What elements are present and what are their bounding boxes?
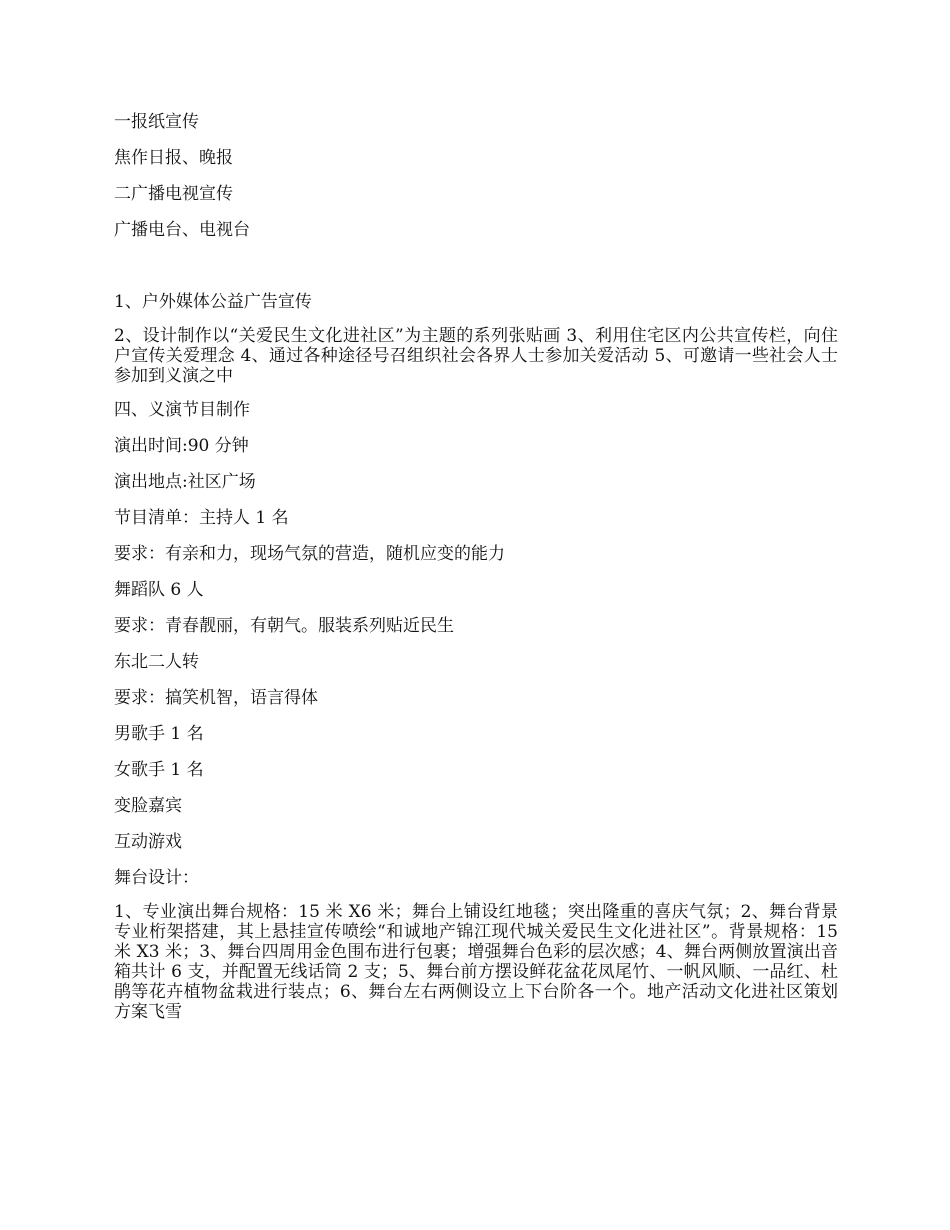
text-errenzhuan: 东北二人转 <box>114 652 199 672</box>
paragraph-stage-design: 1、专业演出舞台规格：15 米 X6 米；舞台上铺设红地毯；突出隆重的喜庆气氛；2、舞台背景专业桁架搭建，其上悬挂宣传喷绘“和诚地产锦江现代城关爱民生文化进社区”。背景规格：15 米 X3 米；3、舞台四周用金色围布进行包裹；增强舞台色彩的层次感；4、舞台两侧放置演出音箱共计 6 支，并配置无线话筒 2 支；5、舞台前方摆设鲜花盆花凤尾竹、一帆风顺、一品红、杜鹃等花卉植物盆栽进行装点；6、舞台左右两侧设立上下台阶各一个。地产活动文化进社区策划方案飞雪 <box>114 902 838 1022</box>
text-show-location: 演出地点:社区广场 <box>114 472 256 492</box>
document-page <box>114 110 838 1034</box>
paragraph-design: 2、设计制作以“关爱民生文化进社区”为主题的系列张贴画 3、利用住宅区内公共宣传栏，向住户宣传关爱理念 4、通过各种途径号召组织社会各界人士参加关爱活动 5、可邀请一些社会人士参加到义演之中 <box>114 326 838 386</box>
heading-newspaper: 一报纸宣传 <box>114 112 199 132</box>
text-host-requirement: 要求：有亲和力，现场气氛的营造，随机应变的能力 <box>114 544 505 564</box>
text-host: 节目清单：主持人 1 名 <box>114 508 289 528</box>
heading-broadcast: 二广播电视宣传 <box>114 184 233 204</box>
text-show-time: 演出时间:90 分钟 <box>114 436 249 456</box>
heading-stage-design: 舞台设计： <box>114 868 199 888</box>
text-errenzhuan-requirement: 要求：搞笑机智，语言得体 <box>114 688 318 708</box>
text-female-singer: 女歌手 1 名 <box>114 760 204 780</box>
text-interactive-game: 互动游戏 <box>114 832 182 852</box>
text-newspapers: 焦作日报、晚报 <box>114 148 233 168</box>
heading-program: 四、义演节目制作 <box>114 400 250 420</box>
text-broadcast-stations: 广播电台、电视台 <box>114 220 250 240</box>
text-male-singer: 男歌手 1 名 <box>114 724 204 744</box>
text-dance-requirement: 要求：青春靓丽，有朝气。服装系列贴近民生 <box>114 616 454 636</box>
section-gap <box>114 254 838 290</box>
text-dance-team: 舞蹈队 6 人 <box>114 580 204 600</box>
item-outdoor-media: 1、户外媒体公益广告宣传 <box>114 292 312 312</box>
text-face-changing: 变脸嘉宾 <box>114 796 182 816</box>
